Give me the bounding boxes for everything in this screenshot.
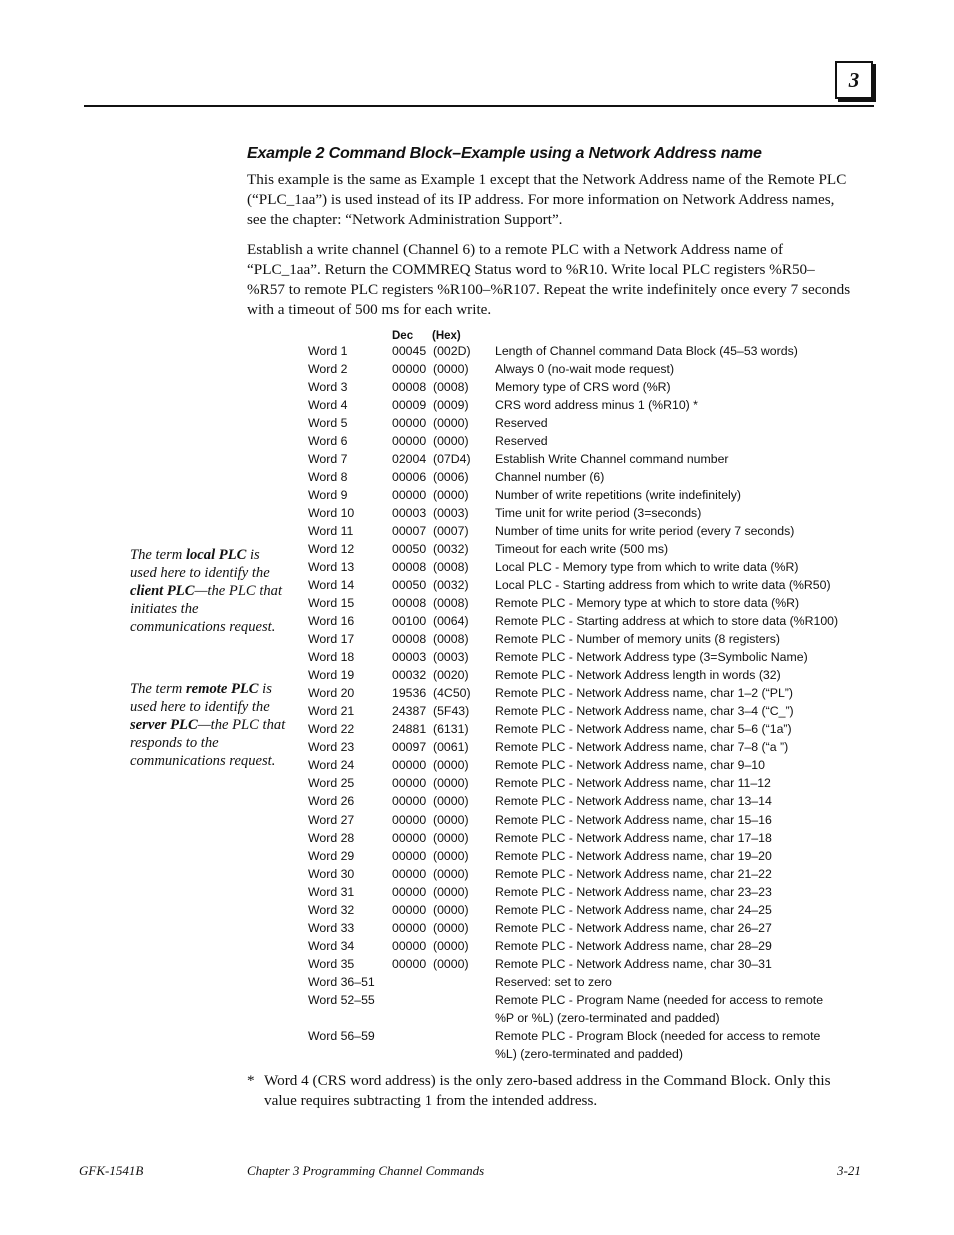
table-row bbox=[308, 434, 868, 452]
description-cell: Length of Channel command Data Block (45–53 words) bbox=[495, 344, 798, 358]
description-cell: Remote PLC - Network Address name, char 3–4 (“C_”) bbox=[495, 704, 794, 719]
table-row bbox=[308, 380, 868, 398]
word-cell: Word 27 bbox=[308, 812, 355, 827]
word-cell: Word 26 bbox=[308, 794, 355, 809]
word-cell: Word 17 bbox=[308, 632, 355, 647]
table-row bbox=[308, 867, 868, 885]
description-cell: Remote PLC - Number of memory units (8 registers) bbox=[495, 632, 780, 647]
description-cell: Remote PLC - Network Address name, char 15–16 bbox=[495, 812, 772, 827]
hex-cell: (0008) bbox=[433, 596, 469, 611]
dec-cell: 00000 bbox=[392, 758, 427, 773]
description-cell: Remote PLC - Starting address at which to store data (%R100) bbox=[495, 614, 839, 629]
table-row bbox=[308, 993, 868, 1011]
word-cell: Word 24 bbox=[308, 758, 355, 773]
dec-cell: 00008 bbox=[392, 632, 427, 647]
description-cell: Always 0 (no-wait mode request) bbox=[495, 362, 675, 376]
table-row bbox=[308, 452, 868, 470]
table-row bbox=[308, 758, 868, 776]
word-cell: Word 14 bbox=[308, 578, 355, 593]
table-row bbox=[308, 470, 868, 488]
hex-cell: (0020) bbox=[433, 668, 469, 683]
word-cell: Word 25 bbox=[308, 776, 355, 791]
hex-cell: (0000) bbox=[433, 416, 469, 431]
dec-cell: 00000 bbox=[392, 902, 427, 917]
chapter-number: 3 bbox=[848, 67, 860, 92]
word-cell: Word 3 bbox=[308, 380, 348, 395]
table-row bbox=[308, 686, 868, 704]
word-cell: Word 13 bbox=[308, 560, 355, 575]
hex-cell: (0000) bbox=[433, 938, 469, 953]
hex-cell: (0008) bbox=[433, 632, 469, 647]
footer-doc-number: GFK-1541B bbox=[79, 1163, 144, 1178]
word-cell: Word 36–51 bbox=[308, 974, 375, 989]
table-row bbox=[308, 1047, 868, 1065]
word-cell: Word 18 bbox=[308, 650, 355, 665]
table-row bbox=[308, 650, 868, 668]
table-row bbox=[308, 885, 868, 903]
dec-cell: 00003 bbox=[392, 506, 427, 521]
hex-cell: (0003) bbox=[433, 506, 469, 521]
description-cell: Remote PLC - Network Address name, char 9–10 bbox=[495, 758, 765, 773]
word-cell: Word 33 bbox=[308, 920, 355, 935]
header-rule bbox=[84, 105, 874, 107]
word-cell: Word 22 bbox=[308, 722, 355, 737]
description-cell: Remote PLC - Network Address name, char 5–6 (“1a”) bbox=[495, 722, 792, 737]
hex-cell: (0064) bbox=[433, 614, 469, 629]
hex-cell: (0000) bbox=[433, 866, 469, 881]
table-row bbox=[308, 813, 868, 831]
description-cell: Time unit for write period (3=seconds) bbox=[495, 506, 702, 521]
table-row bbox=[308, 957, 868, 975]
dec-cell: 00045 bbox=[392, 344, 427, 358]
hex-cell: (0000) bbox=[433, 758, 469, 773]
description-cell: Remote PLC - Network Address type (3=Symbolic Name) bbox=[495, 650, 808, 665]
table-row bbox=[308, 614, 868, 632]
word-cell: Word 28 bbox=[308, 830, 355, 845]
dec-cell: 02004 bbox=[392, 452, 427, 467]
command-block-table bbox=[308, 344, 868, 1065]
hex-cell: (0000) bbox=[433, 362, 469, 376]
word-cell: Word 16 bbox=[308, 614, 355, 629]
dec-cell: 00000 bbox=[392, 488, 427, 503]
hex-cell: (6131) bbox=[433, 722, 469, 737]
table-row bbox=[308, 849, 868, 867]
dec-cell: 00003 bbox=[392, 650, 427, 665]
dec-cell: 00000 bbox=[392, 866, 427, 881]
description-cell: Local PLC - Starting address from which to write data (%R50) bbox=[495, 578, 831, 593]
description-cell: Establish Write Channel command number bbox=[495, 452, 729, 467]
dec-cell: 00000 bbox=[392, 830, 427, 845]
dec-cell: 00000 bbox=[392, 362, 427, 376]
word-cell: Word 21 bbox=[308, 704, 355, 719]
hex-cell: (0000) bbox=[433, 776, 469, 791]
description-cell: CRS word address minus 1 (%R10) * bbox=[495, 398, 698, 413]
word-cell: Word 56–59 bbox=[308, 1029, 375, 1044]
description-cell: Remote PLC - Network Address name, char 24–25 bbox=[495, 902, 772, 917]
dec-cell: 00032 bbox=[392, 668, 427, 683]
hex-cell: (0061) bbox=[433, 740, 469, 755]
word-cell: Word 29 bbox=[308, 848, 355, 863]
word-cell: Word 35 bbox=[308, 956, 355, 971]
table-row bbox=[308, 524, 868, 542]
dec-cell: 00000 bbox=[392, 920, 427, 935]
word-cell: Word 52–55 bbox=[308, 992, 375, 1007]
hex-cell: (0003) bbox=[433, 650, 469, 665]
word-cell: Word 15 bbox=[308, 596, 355, 611]
table-row bbox=[308, 578, 868, 596]
table-row bbox=[308, 488, 868, 506]
description-cell: Remote PLC - Network Address name, char 13–14 bbox=[495, 794, 772, 809]
dec-cell: 00050 bbox=[392, 542, 427, 557]
word-cell: Word 31 bbox=[308, 884, 355, 899]
table-row bbox=[308, 921, 868, 939]
description-cell: Memory type of CRS word (%R) bbox=[495, 380, 671, 395]
description-cell: Local PLC - Memory type from which to write data (%R) bbox=[495, 560, 799, 575]
word-cell: Word 12 bbox=[308, 542, 355, 557]
column-header-hex: (Hex) bbox=[432, 330, 461, 342]
footnote-text: Word 4 (CRS word address) is the only zero-based address in the Command Block. Only this value requires subtracting 1 from the intended address. bbox=[264, 1072, 831, 1109]
description-cell: Remote PLC - Program Name (needed for access to remote bbox=[495, 992, 824, 1007]
dec-cell: 00100 bbox=[392, 614, 427, 629]
description-cell: Remote PLC - Network Address name, char 26–27 bbox=[495, 920, 772, 935]
dec-cell: 24881 bbox=[392, 722, 427, 737]
dec-cell: 00006 bbox=[392, 470, 427, 485]
hex-cell: (0000) bbox=[433, 920, 469, 935]
hex-cell: (0000) bbox=[433, 956, 469, 971]
table-row bbox=[308, 939, 868, 957]
footer-chapter-title: Chapter 3 Programming Channel Commands bbox=[247, 1163, 485, 1178]
task-paragraph: Establish a write channel (Channel 6) to a remote PLC with a Network Address name of “PLC_1aa”. Return the COMMREQ Status word to %R10. Write local PLC registers %R50–%R57 to remote PLC registers %R100–%R107. Repeat the write indefinitely once every 7 seconds with a timeout of 500 ms for each write. bbox=[247, 241, 851, 318]
hex-cell: (0008) bbox=[433, 380, 469, 395]
sidenote-local-plc: The term local PLC is used here to identify the client PLC—the PLC that initiates the communications request. bbox=[130, 547, 283, 635]
word-cell: Word 34 bbox=[308, 938, 355, 953]
table-row bbox=[308, 668, 868, 686]
table-row bbox=[308, 398, 868, 416]
word-cell: Word 32 bbox=[308, 902, 355, 917]
description-cell: Remote PLC - Network Address name, char 28–29 bbox=[495, 938, 772, 953]
word-cell: Word 2 bbox=[308, 362, 348, 376]
description-cell: Reserved bbox=[495, 416, 548, 431]
hex-cell: (0032) bbox=[433, 578, 469, 593]
dec-cell: 00009 bbox=[392, 398, 427, 413]
table-row bbox=[308, 596, 868, 614]
table-row bbox=[308, 776, 868, 794]
hex-cell: (4C50) bbox=[433, 686, 471, 701]
description-cell: Remote PLC - Memory type at which to store data (%R) bbox=[495, 596, 800, 611]
description-cell: Remote PLC - Program Block (needed for access to remote bbox=[495, 1029, 821, 1044]
word-cell: Word 10 bbox=[308, 506, 355, 521]
description-cell: Channel number (6) bbox=[495, 470, 605, 485]
table-row bbox=[308, 632, 868, 650]
hex-cell: (0000) bbox=[433, 830, 469, 845]
dec-cell: 00000 bbox=[392, 938, 427, 953]
dec-cell: 00000 bbox=[392, 848, 427, 863]
table-row bbox=[308, 831, 868, 849]
word-cell: Word 1 bbox=[308, 344, 348, 358]
description-cell: Remote PLC - Network Address name, char 7–8 (“a ”) bbox=[495, 740, 789, 755]
hex-cell: (002D) bbox=[433, 344, 471, 358]
table-row bbox=[308, 794, 868, 813]
hex-cell: (0009) bbox=[433, 398, 469, 413]
word-cell: Word 30 bbox=[308, 866, 355, 881]
footnote-marker: * bbox=[247, 1072, 255, 1089]
table-row bbox=[308, 344, 868, 362]
dec-cell: 00000 bbox=[392, 956, 427, 971]
hex-cell: (0000) bbox=[433, 848, 469, 863]
dec-cell: 00000 bbox=[392, 434, 427, 449]
sidenote-remote-plc: The term remote PLC is used here to identify the server PLC—the PLC that responds to the communications request. bbox=[130, 681, 286, 769]
dec-cell: 24387 bbox=[392, 704, 427, 719]
column-header-dec: Dec bbox=[392, 330, 414, 342]
description-cell: Number of time units for write period (every 7 seconds) bbox=[495, 524, 795, 539]
dec-cell: 19536 bbox=[392, 686, 427, 701]
table-row bbox=[308, 903, 868, 921]
description-cell: Remote PLC - Network Address name, char 23–23 bbox=[495, 884, 772, 899]
description-cell: Number of write repetitions (write indefinitely) bbox=[495, 488, 742, 503]
table-row bbox=[308, 560, 868, 578]
hex-cell: (0000) bbox=[433, 434, 469, 449]
word-cell: Word 20 bbox=[308, 686, 355, 701]
section-title: Example 2 Command Block–Example using a Network Address name bbox=[247, 145, 762, 162]
dec-cell: 00000 bbox=[392, 416, 427, 431]
hex-cell: (0032) bbox=[433, 542, 469, 557]
table-row bbox=[308, 704, 868, 722]
hex-cell: (0007) bbox=[433, 524, 469, 539]
description-cell: Reserved: set to zero bbox=[495, 974, 612, 989]
hex-cell: (0006) bbox=[433, 470, 469, 485]
description-cell: Timeout for each write (500 ms) bbox=[495, 542, 669, 557]
hex-cell: (0000) bbox=[433, 794, 469, 809]
table-row bbox=[308, 740, 868, 758]
dec-cell: 00050 bbox=[392, 578, 427, 593]
dec-cell: 00008 bbox=[392, 380, 427, 395]
word-cell: Word 23 bbox=[308, 740, 355, 755]
word-cell: Word 4 bbox=[308, 398, 348, 413]
dec-cell: 00000 bbox=[392, 812, 427, 827]
word-cell: Word 8 bbox=[308, 470, 348, 485]
description-cell: Remote PLC - Network Address name, char 30–31 bbox=[495, 956, 772, 971]
hex-cell: (07D4) bbox=[433, 452, 471, 467]
hex-cell: (5F43) bbox=[433, 704, 470, 719]
word-cell: Word 9 bbox=[308, 488, 348, 503]
hex-cell: (0000) bbox=[433, 812, 469, 827]
word-cell: Word 11 bbox=[308, 524, 354, 539]
table-row bbox=[308, 975, 868, 993]
table-row bbox=[308, 506, 868, 524]
table-row bbox=[308, 1011, 868, 1030]
intro-paragraph: This example is the same as Example 1 except that the Network Address name of the Remote PLC (“PLC_1aa”) is used instead of its IP address. For more information on Network Address names, see the chapter: “Network Administration Support”. bbox=[247, 171, 847, 228]
dec-cell: 00097 bbox=[392, 740, 427, 755]
hex-cell: (0000) bbox=[433, 884, 469, 899]
word-cell: Word 5 bbox=[308, 416, 348, 431]
dec-cell: 00007 bbox=[392, 524, 427, 539]
dec-cell: 00000 bbox=[392, 884, 427, 899]
chapter-number-box bbox=[835, 61, 873, 99]
hex-cell: (0008) bbox=[433, 560, 469, 575]
dec-cell: 00000 bbox=[392, 794, 427, 809]
description-cell: Remote PLC - Network Address length in words (32) bbox=[495, 668, 781, 683]
description-cell: Remote PLC - Network Address name, char 19–20 bbox=[495, 848, 772, 863]
word-cell: Word 19 bbox=[308, 668, 355, 683]
table-row bbox=[308, 1029, 868, 1047]
footer-page-number: 3-21 bbox=[837, 1163, 861, 1178]
dec-cell: 00008 bbox=[392, 596, 427, 611]
description-cell: Reserved bbox=[495, 434, 548, 449]
word-cell: Word 6 bbox=[308, 434, 348, 449]
dec-cell: 00000 bbox=[392, 776, 427, 791]
table-row bbox=[308, 362, 868, 380]
description-cell: %L) (zero-terminated and padded) bbox=[495, 1047, 683, 1062]
table-row bbox=[308, 542, 868, 560]
description-cell: %P or %L) (zero-terminated and padded) bbox=[495, 1010, 720, 1025]
hex-cell: (0000) bbox=[433, 902, 469, 917]
description-cell: Remote PLC - Network Address name, char 11–12 bbox=[495, 776, 771, 791]
hex-cell: (0000) bbox=[433, 488, 469, 503]
table-row bbox=[308, 722, 868, 740]
dec-cell: 00008 bbox=[392, 560, 427, 575]
word-cell: Word 7 bbox=[308, 452, 348, 467]
description-cell: Remote PLC - Network Address name, char 17–18 bbox=[495, 830, 772, 845]
description-cell: Remote PLC - Network Address name, char 1–2 (“PL”) bbox=[495, 686, 793, 701]
description-cell: Remote PLC - Network Address name, char 21–22 bbox=[495, 866, 772, 881]
table-row bbox=[308, 416, 868, 434]
